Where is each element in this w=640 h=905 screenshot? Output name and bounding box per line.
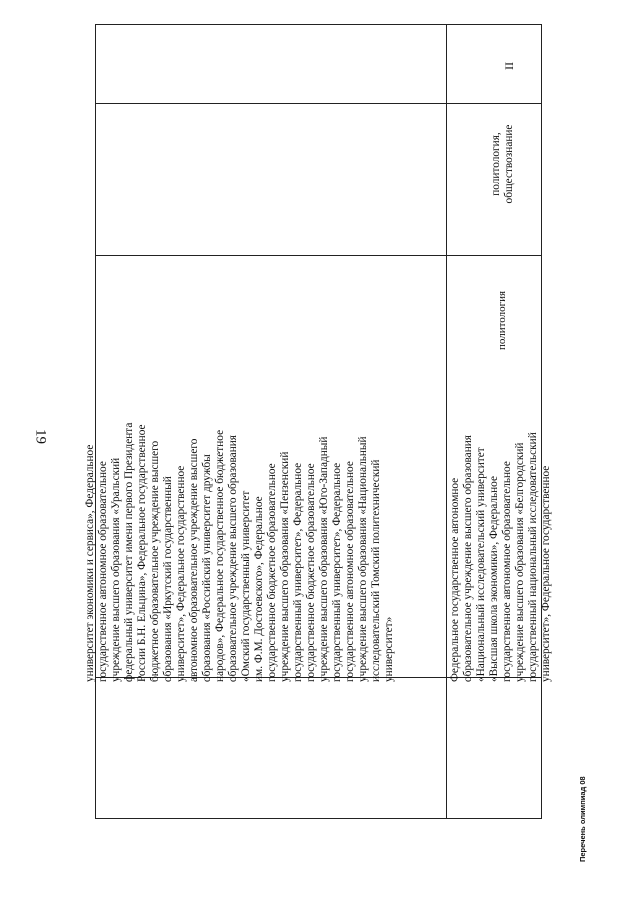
organizations-continued <box>84 282 396 682</box>
subject-label: политология <box>496 290 508 350</box>
text-line: «Национальный исследовательский университет <box>475 447 487 682</box>
profile-line: обществознание <box>503 124 515 204</box>
profile-cell <box>490 104 516 224</box>
text-line: университет» <box>383 616 395 682</box>
page-number: 19 <box>32 429 49 444</box>
text-line: бюджетное образовательное учреждение высшего <box>149 440 161 682</box>
table-border-top <box>95 24 542 25</box>
text-line: государственный национальный исследовательский <box>527 432 539 682</box>
text-line: учреждение высшего образования «Белгородский <box>514 442 526 682</box>
table-border-bottom <box>95 818 542 819</box>
text-line: исследовательский Томский политехнический <box>370 459 382 682</box>
text-line: автономное образовательное учреждение высшего <box>188 438 200 682</box>
text-line: им. Ф.М. Достоевского», Федеральное <box>253 496 265 682</box>
row-divider-2 <box>95 255 542 256</box>
text-line: государственный университет», Федеральное <box>292 462 304 682</box>
text-line: государственный университет», Федеральное <box>331 462 343 682</box>
text-line: федеральный университет имени первого Президента <box>123 422 135 682</box>
text-line: образовательное учреждение высшего образования <box>462 435 474 682</box>
row-divider-1 <box>95 103 542 104</box>
text-line: университет», Федеральное государственное <box>540 465 552 682</box>
text-line: государственное бюджетное образовательное <box>305 463 317 682</box>
text-line: учреждение высшего образования «Юго-Западный <box>318 436 330 682</box>
text-line: Федеральное государственное автономное <box>449 477 461 682</box>
text-line: государственное автономное образовательное <box>501 461 513 682</box>
text-line: университет экономики и сервиса», Федеральное <box>84 444 96 682</box>
text-line: государственное бюджетное образовательное <box>266 463 278 682</box>
text-line: учреждение высшего образования «Пензенский <box>279 451 291 682</box>
text-line: учреждение высшего образования «Уральский <box>110 457 122 682</box>
level-label: II <box>502 62 516 70</box>
col-divider <box>446 24 447 819</box>
text-line: «Омский государственный университет <box>240 490 252 682</box>
text-line: государственное автономное образовательное <box>344 461 356 682</box>
text-line: учреждение высшего образования «Национальный <box>357 436 369 682</box>
profile-line: политология, <box>490 132 502 196</box>
footer-label: Перечень олимпиад 08 <box>578 776 587 862</box>
text-line: народов», Федеральное государственное бюджетное <box>214 429 226 682</box>
text-line: образования «Российский университет дружбы <box>201 454 213 682</box>
text-line: университет», Федеральное государственное <box>175 465 187 682</box>
text-line: образовательное учреждение высшего образования <box>227 435 239 682</box>
text-line: образования «Иркутский государственный <box>162 476 174 682</box>
organizations-new-row <box>449 382 553 682</box>
text-line: государственное автономное образовательное <box>97 461 109 682</box>
text-line: «Высшая школа экономики», Федеральное <box>488 476 500 682</box>
text-line: России Б.Н. Ельцина», Федеральное государственное <box>136 424 148 682</box>
